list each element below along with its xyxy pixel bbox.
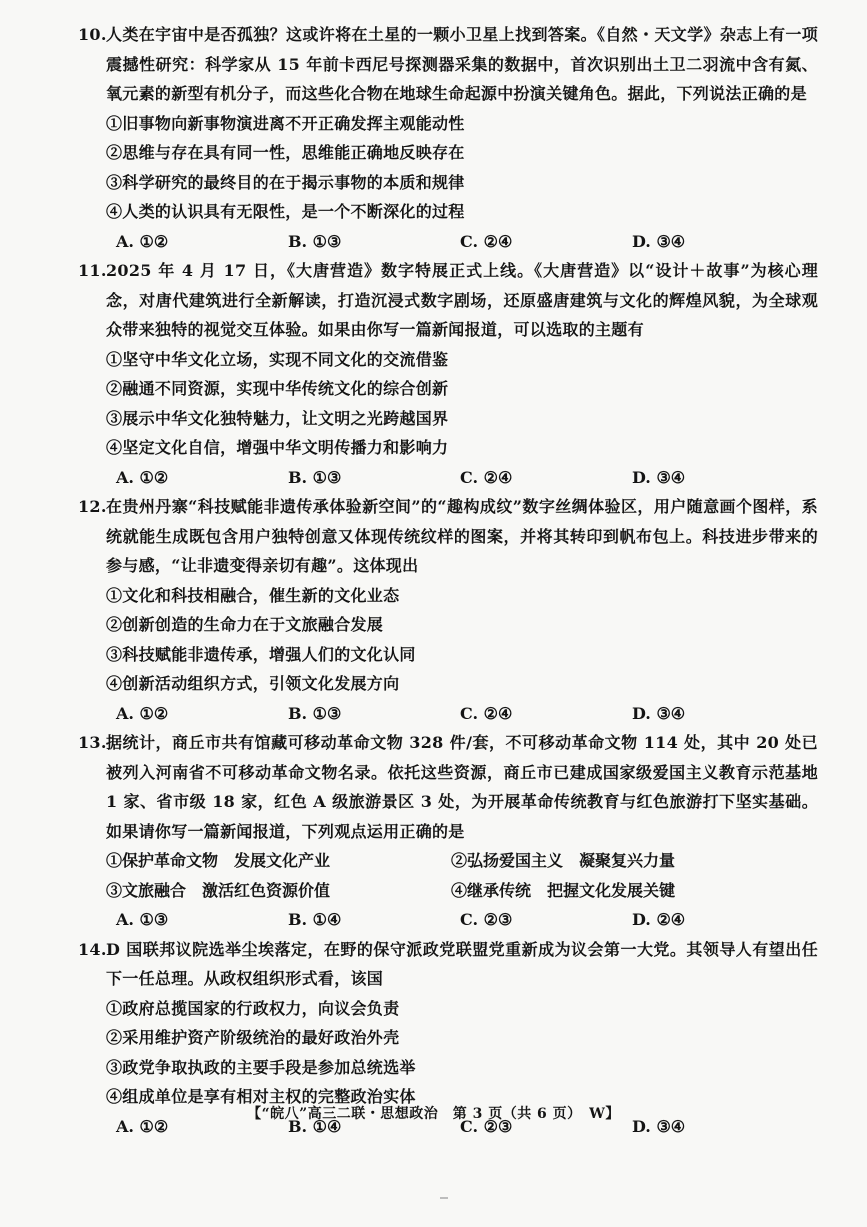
question-11 [78, 256, 818, 492]
question-10 [78, 20, 818, 256]
question-number: 14. [78, 939, 107, 959]
question-stem [78, 492, 818, 581]
question-stem [78, 728, 818, 846]
question-text: 2025 年 4 月 17 日，《大唐营造》数字特展正式上线。《大唐营造》以“设计＋故事”为核心理念，对唐代建筑进行全新解读，打造沉浸式数字剧场，还原盛唐建筑与文化的辉煌风貌，为全球观众带来独特的视觉交互体验。如果由你写一篇新闻报道，可以选取的主题有 [106, 261, 818, 339]
answer-options [78, 463, 818, 493]
statement-3: ③科技赋能非遗传承，增强人们的文化认同 [106, 644, 416, 664]
statement-1: ①文化和科技相融合，催生新的文化业态 [106, 585, 400, 605]
option-a: A. ①③ [116, 910, 169, 929]
statement-4: ④继承传统 把握文化发展关键 [451, 880, 676, 900]
question-number: 10. [78, 25, 107, 44]
option-d: D. ③④ [632, 467, 686, 487]
statement-4: ④坚定文化自信，增强中华文明传播力和影响力 [106, 438, 449, 457]
statement-2: ②采用维护资产阶级统治的最好政治外壳 [106, 1028, 400, 1047]
answer-options [78, 227, 818, 257]
statement-1: ①旧事物向新事物演进离不开正确发挥主观能动性 [106, 113, 465, 133]
option-b: B. ①③ [288, 467, 342, 487]
question-number: 13. [78, 733, 107, 752]
statement-3: ③科学研究的最终目的在于揭示事物的本质和规律 [106, 172, 465, 192]
question-text: D 国联邦议院选举尘埃落定，在野的保守派政党联盟党重新成为议会第一大党。其领导人有望出任下一任总理。从政权组织形式看，该国 [106, 939, 818, 988]
statement-1: ①保护革命文物 发展文化产业 [106, 851, 331, 870]
statement-3: ③展示中华文化独特魅力，让文明之光跨越国界 [106, 408, 449, 428]
question-13 [78, 728, 818, 935]
option-c: C. ②③ [460, 910, 513, 929]
option-a: A. ①② [116, 1116, 169, 1136]
option-d: D. ②④ [632, 910, 686, 929]
option-b: B. ①③ [288, 231, 342, 251]
option-d: D. ③④ [632, 1116, 686, 1136]
question-stem [78, 256, 818, 345]
question-text: 人类在宇宙中是否孤独？这或许将在土星的一颗小卫星上找到答案。《自然・天文学》杂志上有一项震撼性研究：科学家从 15 年前卡西尼号探测器采集的数据中，首次识别出土卫二羽流中含有氮、氧元素的新型有机分子，而这些化合物在地球生命起源中扮演关键角色。据此，下列说法正确的是 [106, 25, 818, 103]
statement-3: ③政党争取执政的主要手段是参加总统选举 [106, 1057, 416, 1077]
statement-row-2 [78, 876, 818, 906]
option-c: C. ②④ [460, 703, 513, 723]
statement-1: ①坚守中华文化立场，实现不同文化的交流借鉴 [106, 349, 449, 369]
statement-2: ②弘扬爱国主义 凝聚复兴力量 [451, 851, 676, 870]
answer-options [78, 699, 818, 729]
page-footer: 【“皖八”高三二联・思想政治 第 3 页（共 6 页） W】 [247, 1106, 620, 1122]
statement-2: ②创新创造的生命力在于文旅融合发展 [106, 615, 384, 634]
scan-speck [440, 1197, 448, 1199]
question-text: 在贵州丹寨“科技赋能非遗传承体验新空间”的“趣构成纹”数字丝绸体验区，用户随意画个图样，系统就能生成既包含用户独特创意又体现传统纹样的图案，并将其转印到帆布包上。科技进步带来的参与感，“让非遗变得亲切有趣”。这体现出 [106, 497, 818, 575]
statement-3: ③文旅融合 激活红色资源价值 [106, 880, 331, 900]
option-b: B. ①④ [288, 910, 342, 929]
question-stem [78, 20, 818, 109]
option-a: A. ①② [116, 703, 169, 723]
question-12 [78, 492, 818, 728]
option-d: D. ③④ [632, 231, 686, 251]
question-stem [78, 935, 818, 994]
option-c: C. ②④ [460, 231, 513, 251]
statement-4: ④组成单位是享有相对主权的完整政治实体 [106, 1087, 416, 1106]
option-c: C. ②④ [460, 467, 513, 487]
answer-options [78, 905, 818, 935]
question-number: 11. [78, 261, 107, 280]
question-list [78, 20, 818, 1141]
option-b: B. ①④ [288, 1116, 342, 1136]
statement-row-1 [78, 846, 818, 876]
statement-1: ①政府总揽国家的行政权力，向议会负责 [106, 998, 400, 1018]
statement-2: ②融通不同资源，实现中华传统文化的综合创新 [106, 379, 449, 398]
statement-4: ④人类的认识具有无限性，是一个不断深化的过程 [106, 202, 465, 221]
question-text: 据统计，商丘市共有馆藏可移动革命文物 328 件/套，不可移动革命文物 114 处，其中 20 处已被列入河南省不可移动革命文物名录。依托这些资源，商丘市已建成国家级爱国主义教育示范基地 1 家、省市级 18 家，红色 A 级旅游景区 3 处，为开展革命传统教育与红色旅游打下坚实基础。如果请你写一篇新闻报道，下列观点运用正确的是 [106, 733, 818, 841]
option-c: C. ②③ [460, 1116, 513, 1136]
option-d: D. ③④ [632, 703, 686, 723]
option-a: A. ①② [116, 467, 169, 487]
statement-2: ②思维与存在具有同一性，思维能正确地反映存在 [106, 143, 465, 162]
statement-4: ④创新活动组织方式，引领文化发展方向 [106, 674, 400, 693]
option-a: A. ①② [116, 231, 169, 251]
option-b: B. ①③ [288, 703, 342, 723]
question-number: 12. [78, 497, 107, 516]
